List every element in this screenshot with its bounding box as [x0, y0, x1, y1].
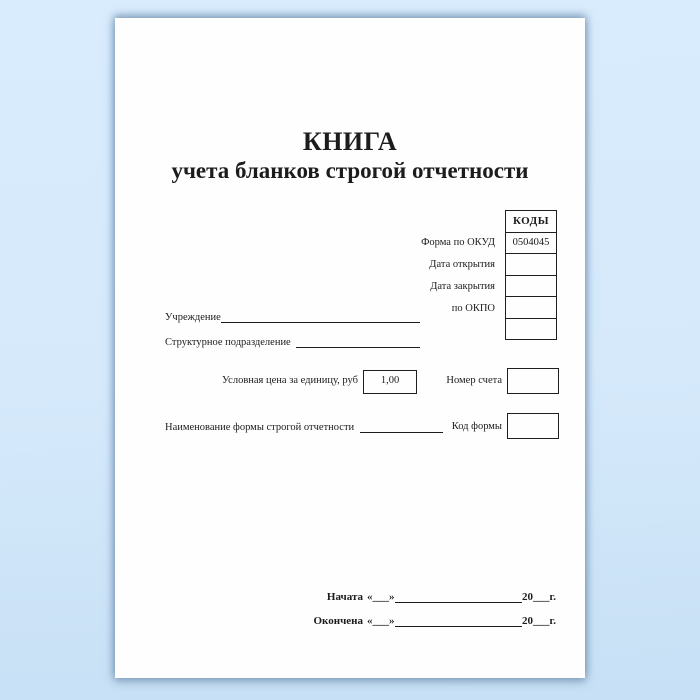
- finished-day-blank: «___»: [367, 615, 395, 627]
- department-label: Структурное подразделение: [165, 337, 291, 348]
- codes-cell-extra: [506, 319, 556, 340]
- department-blank-line: [296, 346, 420, 348]
- document-page: [115, 18, 585, 678]
- finished-blank-line: [395, 625, 522, 627]
- institution-blank-line: [221, 321, 420, 323]
- label-forma-po-okud: Форма по ОКУД: [421, 237, 495, 248]
- account-number-label: Номер счета: [446, 375, 502, 386]
- institution-label: Учреждение: [165, 312, 221, 323]
- finished-year-text: 20___г.: [521, 615, 556, 627]
- finished-row: [313, 614, 556, 628]
- finished-label: Окончена: [313, 615, 363, 627]
- institution-row: [165, 310, 420, 324]
- label-po-okpo: по ОКПО: [451, 303, 495, 315]
- started-blank-line: [395, 601, 522, 603]
- codes-cell-open-date: [506, 254, 556, 276]
- form-name-row: [165, 420, 443, 434]
- form-code-box: [507, 413, 559, 439]
- codes-table-labels: [355, 232, 500, 320]
- started-year-text: 20___г.: [521, 591, 556, 603]
- label-data-zakrytiya: Дата закрытия: [430, 281, 495, 293]
- document-subtitle: учета бланков строгой отчетности: [171, 158, 529, 183]
- codes-cell-okpo: [506, 297, 556, 319]
- account-number-box: [507, 368, 559, 394]
- department-row: [165, 335, 420, 349]
- codes-table-header: КОДЫ: [506, 211, 556, 233]
- codes-cell-okud: 0504045: [506, 233, 556, 255]
- codes-table: [505, 210, 557, 340]
- started-label: Начата: [326, 591, 363, 603]
- form-name-label: Наименование формы строгой отчетности: [165, 422, 355, 433]
- started-row: [313, 590, 556, 604]
- started-day-blank: «___»: [367, 591, 395, 603]
- codes-cell-close-date: [506, 276, 556, 298]
- document-title: КНИГА: [302, 127, 398, 156]
- label-data-otkrytiya: Дата открытия: [429, 259, 495, 271]
- unit-price-box: 1,00: [363, 370, 417, 394]
- unit-price-label: Условная цена за единицу, руб: [222, 375, 358, 386]
- form-code-label: Код формы: [451, 421, 502, 432]
